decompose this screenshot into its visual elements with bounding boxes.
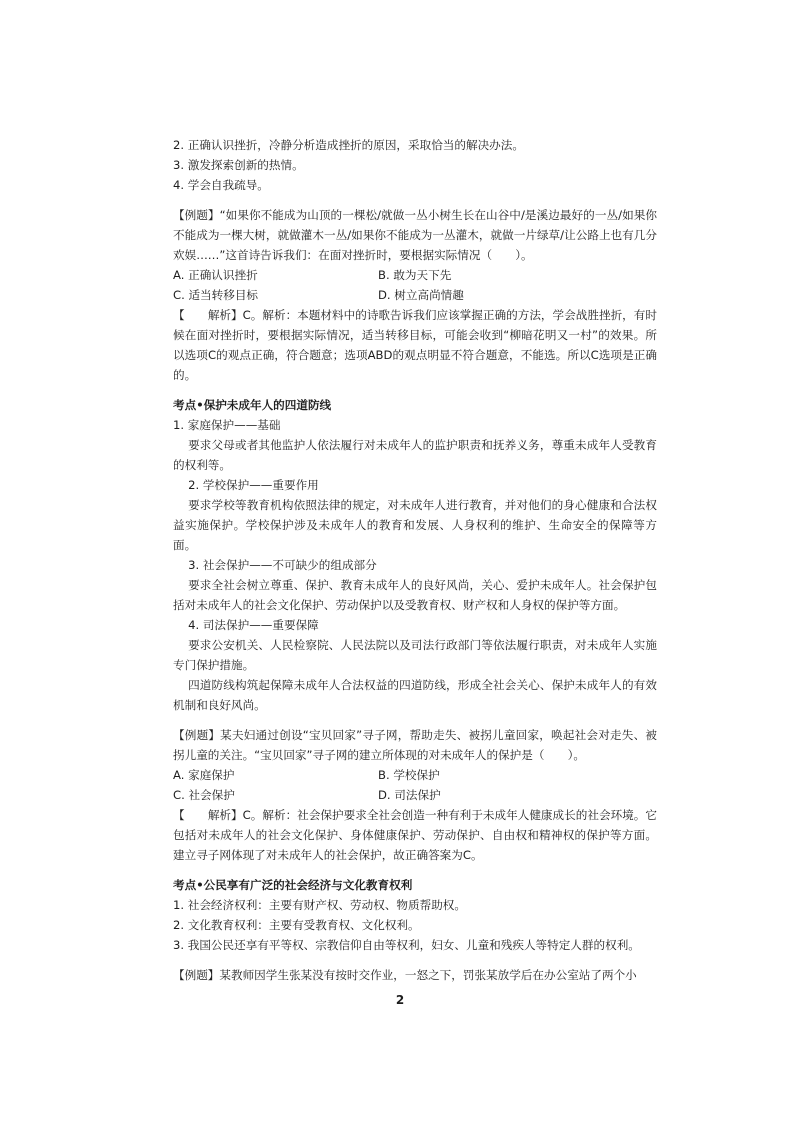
intro-list (173, 135, 657, 195)
option-d: D. 司法保护 (378, 788, 441, 802)
option-a: A. 正确认识挫折 (173, 268, 258, 282)
example-stem: 【例题】“如果你不能成为山顶的一棵松/就做一丛小树生长在山谷中/是溪边最好的一丛/如果你不能成为一棵大树，就做灌木一丛/如果你不能成为一丛灌木，就做一片绿草/让公路上也有几分欢娱……”这首诗告诉我们：在面对挫折时，要根据实际情况（ ）。 (173, 208, 657, 262)
section-summary: 四道防线构筑起保障未成年人合法权益的四道防线，形成全社会关心、保护未成年人的有效机制和良好风尚。 (173, 678, 657, 712)
section-item: 2. 文化教育权利：主要有受教育权、文化权利。 (173, 918, 420, 932)
intro-list-item: 4. 学会自我疏导。 (173, 178, 269, 192)
option-a: A. 家庭保护 (173, 768, 235, 782)
example-stem: 【例题】某夫妇通过创设“宝贝回家”寻子网，帮助走失、被拐儿童回家，唤起社会对走失、被拐儿童的关注。“宝贝回家”寻子网的建立所体现的对未成年人的保护是（ ）。 (173, 728, 657, 762)
example-question-2 (173, 725, 657, 865)
section-item-heading: 3. 社会保护——不可缺少的组成部分 (188, 558, 377, 572)
section-title: 考点•保护未成年人的四道防线 (173, 398, 332, 412)
answer-options (173, 265, 657, 305)
section-title: 考点•公民享有广泛的社会经济与文化教育权利 (173, 878, 413, 892)
example-question-1 (173, 205, 657, 385)
page-content (173, 135, 657, 985)
example-stem: 【例题】某教师因学生张某没有按时交作业，一怒之下，罚张某放学后在办公室站了两个小 (173, 968, 637, 982)
example-question-3 (173, 965, 657, 985)
answer-options (173, 765, 657, 805)
section-citizen-rights (173, 875, 657, 955)
option-b: B. 学校保护 (378, 768, 440, 782)
section-item-body: 要求全社会树立尊重、保护、教育未成年人的良好风尚，关心、爱护未成年人。社会保护包括对未成年人的社会文化保护、劳动保护以及受教育权、财产权和人身权的保护等方面。 (173, 578, 657, 612)
intro-list-item: 2. 正确认识挫折，冷静分析造成挫折的原因，采取恰当的解决办法。 (173, 138, 524, 152)
intro-list-item: 3. 激发探索创新的热情。 (173, 158, 304, 172)
section-item: 3. 我国公民还享有平等权、宗教信仰自由等权利，妇女、儿童和残疾人等特定人群的权利。 (173, 938, 640, 952)
option-b: B. 敢为天下先 (378, 268, 452, 282)
option-d: D. 树立高尚情趣 (378, 288, 464, 302)
example-analysis: 【 解析】C。解析：社会保护要求全社会创造一种有利于未成年人健康成长的社会环境。它包括对未成年人的社会文化保护、身体健康保护、劳动保护、自由权和精神权的保护等方面。建立寻子网体现了对未成年人的社会保护，故正确答案为C。 (173, 808, 657, 862)
section-four-lines-of-defense (173, 395, 657, 715)
section-item-heading: 2. 学校保护——重要作用 (188, 478, 319, 492)
example-analysis: 【 解析】C。解析：本题材料中的诗歌告诉我们应该掌握正确的方法，学会战胜挫折，有时候在面对挫折时，要根据实际情况，适当转移目标，可能会收到“柳暗花明又一村”的效果。所以选项C的观点正确，符合题意；选项ABD的观点明显不符合题意，不能选。所以C选项是正确的。 (173, 308, 657, 382)
section-item-body: 要求学校等教育机构依照法律的规定，对未成年人进行教育，并对他们的身心健康和合法权益实施保护。学校保护涉及未成年人的教育和发展、人身权利的维护、生命安全的保障等方面。 (173, 498, 657, 552)
section-item: 1. 社会经济权利：主要有财产权、劳动权、物质帮助权。 (173, 898, 466, 912)
option-c: C. 社会保护 (173, 788, 235, 802)
option-c: C. 适当转移目标 (173, 288, 259, 302)
section-item-heading: 4. 司法保护——重要保障 (188, 618, 319, 632)
section-item-body: 要求公安机关、人民检察院、人民法院以及司法行政部门等依法履行职责，对未成年人实施专门保护措施。 (173, 638, 657, 672)
section-item-heading: 1. 家庭保护——基础 (173, 418, 281, 432)
page-number: 2 (395, 993, 405, 1007)
section-item-body: 要求父母或者其他监护人依法履行对未成年人的监护职责和抚养义务，尊重未成年人受教育的权利等。 (173, 438, 657, 472)
